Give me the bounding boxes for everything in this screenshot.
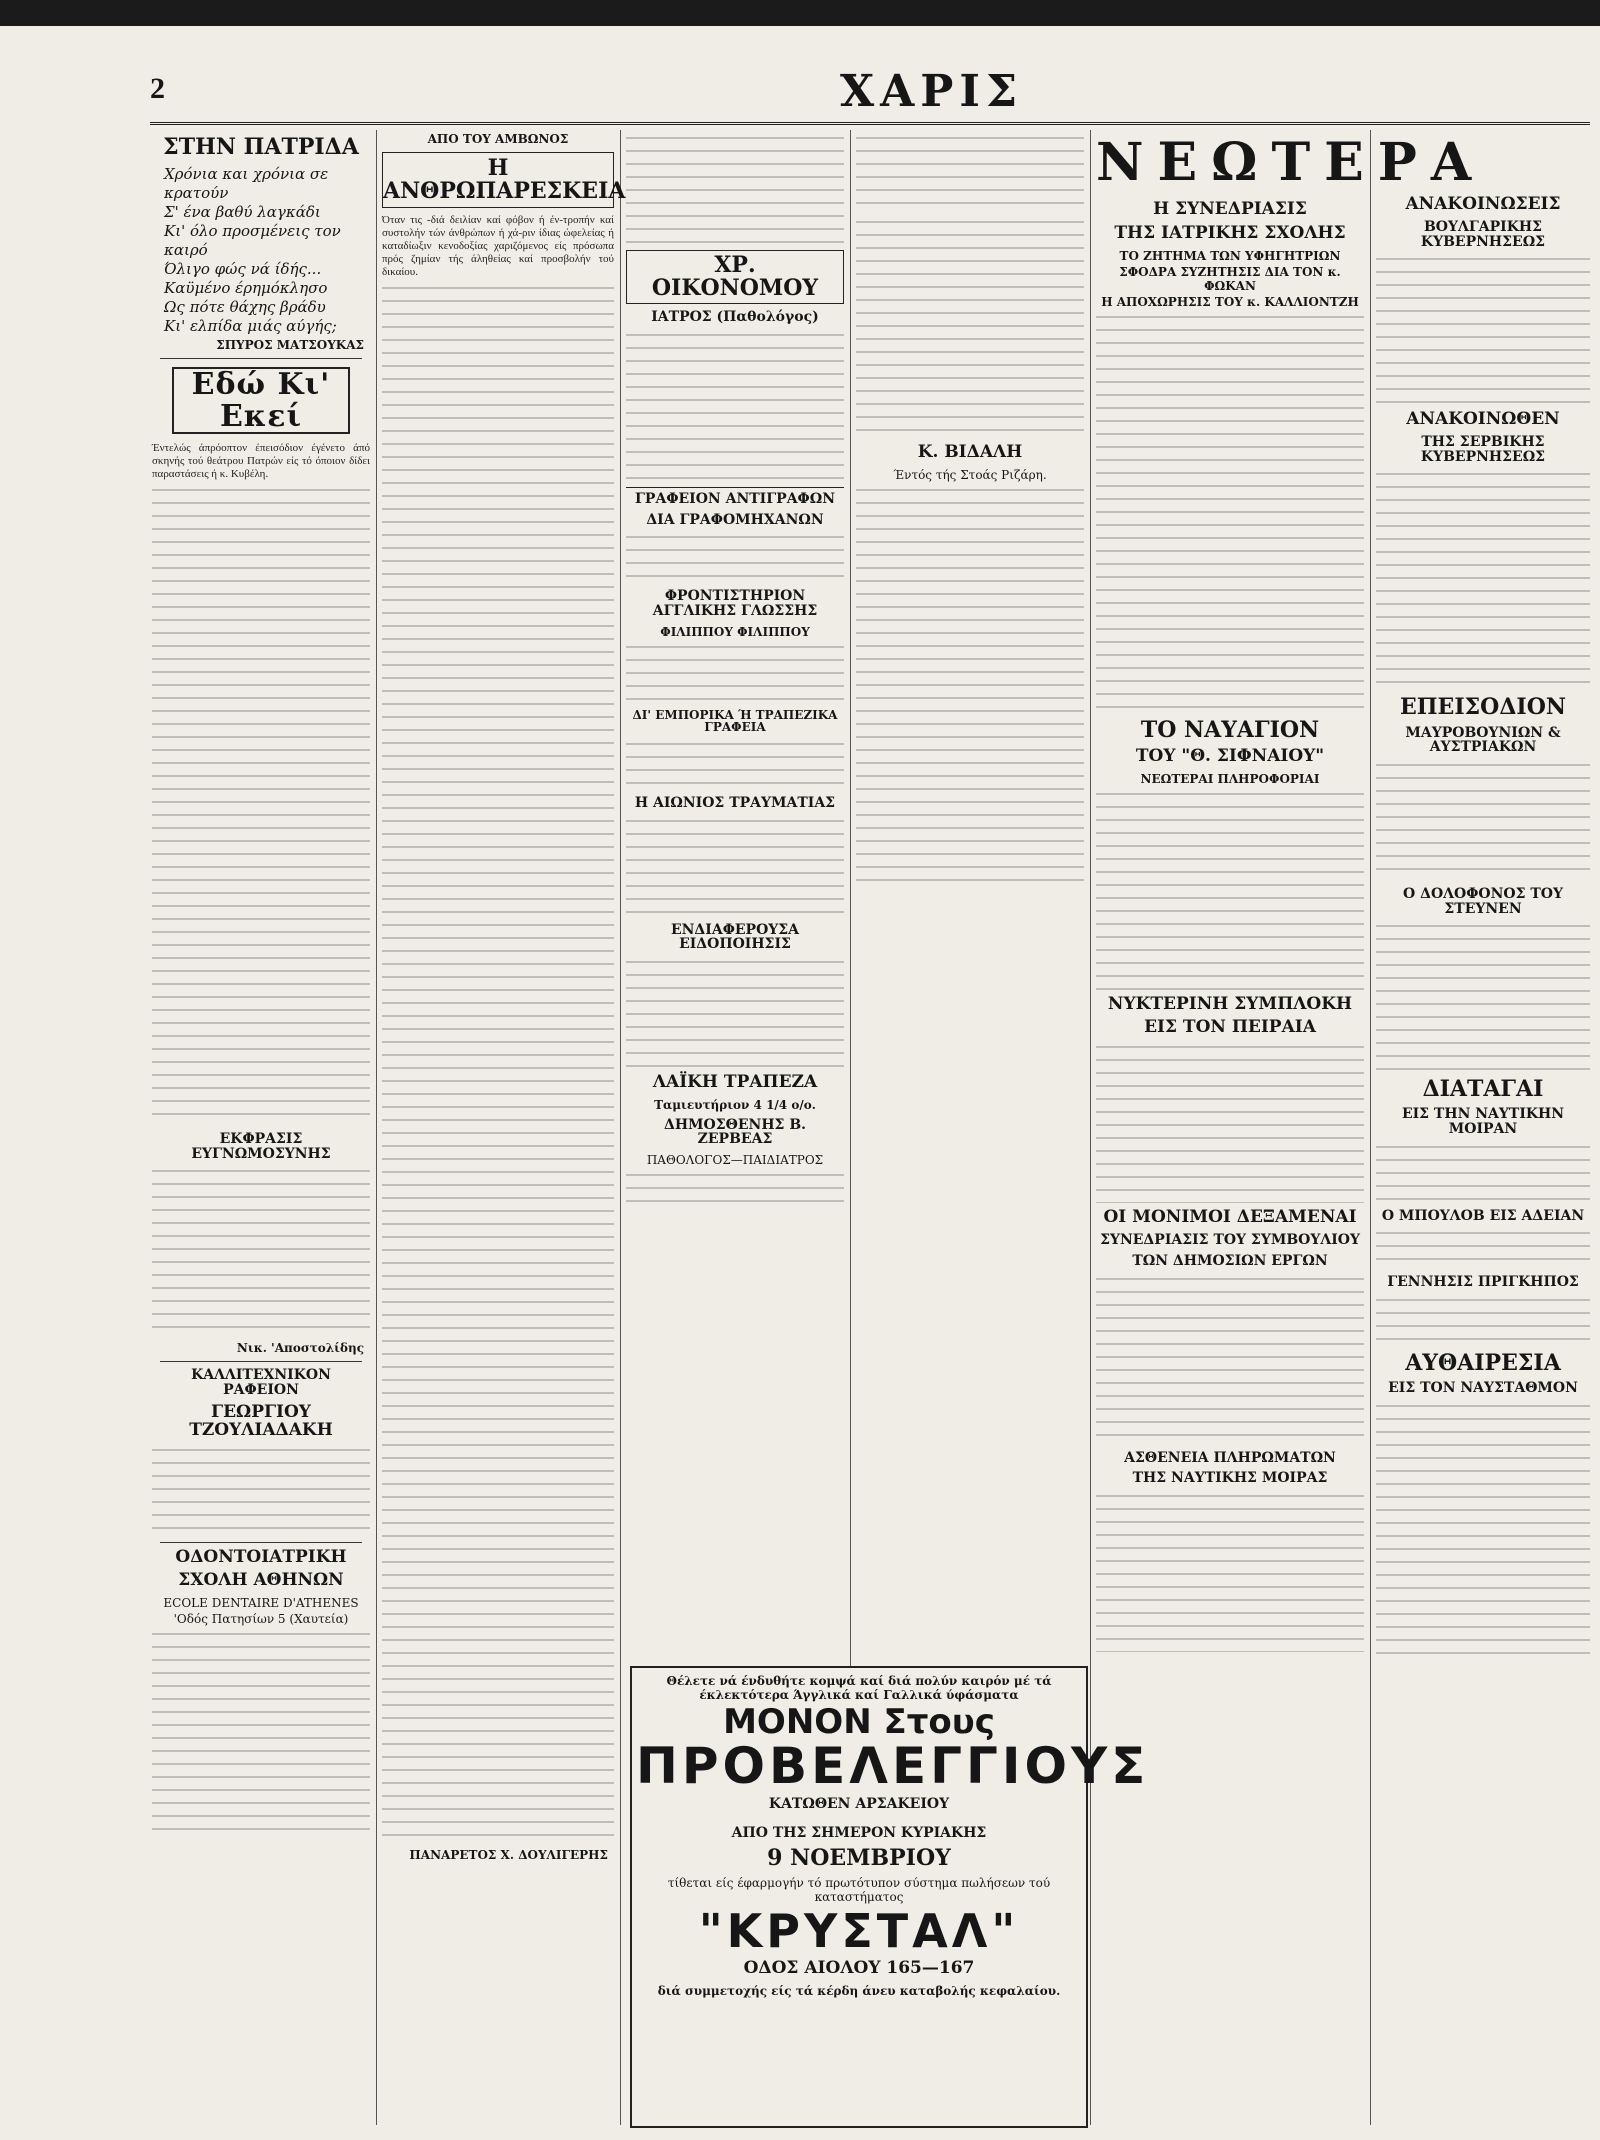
heading-dolofonos: Ο ΔΟΛΟΦΟΝΟΣ ΤΟΥ ΣΤΕΥΝΕΝ xyxy=(1403,885,1563,917)
text-body-illegible xyxy=(1096,1275,1364,1445)
ad-provelengious: ΠΡΟΒΕΛΕΓΓΙΟΥΣ xyxy=(636,1737,1150,1796)
heading-grafeion: ΓΡΑΦΕΙΟΝ ΑΝΤΙΓΡΑΦΩΝ xyxy=(626,487,844,507)
zerveas-specialty: ΠΑΘΟΛΟΓΟΣ—ΠΑΙΔΙΑΤΡΟΣ xyxy=(646,1153,824,1168)
text-body-illegible xyxy=(626,958,844,1068)
divider xyxy=(160,1542,362,1543)
heading-peiraia: ΕΙΣ ΤΟΝ ΠΕΙΡΑΙΑ xyxy=(1144,1017,1316,1038)
subheading-neoterai: ΝΕΩΤΕΡΑΙ ΠΛΗΡΟΦΟΡΙΑΙ xyxy=(1140,771,1320,786)
poem xyxy=(164,165,370,336)
article-paragraph: Όταν τις -διά δειλίαν καί φόβον ή έν-τροπήν καί συστολήν τών άνθρώπων ή χά-ριν ίδιας ώφελείας ή καταδίωξιν κενοδοξίας χαριζόμενος είς πρόσωπα πρός ζημίαν τής άληθείας καί προσβολήν τού δικαίου. xyxy=(382,214,614,279)
text-body-illegible xyxy=(856,486,1084,886)
poem-line: Όλιγο φώς νά ίδής... xyxy=(164,260,322,279)
heading-mpoulov: Ο ΜΠΟΥΛΟΒ ΕΙΣ ΑΔΕΙΑΝ xyxy=(1381,1207,1585,1224)
poem-line: Χρόνια και χρόνια σε κρατούν xyxy=(164,165,329,203)
text-body-illegible xyxy=(626,533,844,583)
text-body-illegible xyxy=(626,331,844,481)
heading-nykterini: ΝΥΚΤΕΡΙΝΗ ΣΥΜΠΛΟΚΗ xyxy=(1107,993,1353,1014)
text-body-illegible xyxy=(1376,470,1590,690)
column-rule xyxy=(1090,130,1091,2125)
article-paragraph: Έντελώς άπρόοπτον έπεισόδιον έγένετο άπό σκηνής τού θεάτρου Πατρών είς τό όποιον δίδει παραστάσεις ή κ. Κυβέλη. xyxy=(152,442,370,481)
heading-laiki-trapeza: ΛΑΪΚΗ ΤΡΑΠΕΖΑ xyxy=(652,1071,818,1092)
heading-odontoiatriki: ΟΔΟΝΤΟΙΑΤΡΙΚΗ xyxy=(175,1546,347,1567)
column-2 xyxy=(382,130,626,2125)
text-body-illegible xyxy=(1376,761,1590,881)
heading-edo-kai-ekei: Εδώ Κι' Εκεί xyxy=(172,367,350,434)
ad-apo: ΑΠΟ ΤΗΣ ΣΗΜΕΡΟΝ ΚΥΡΙΑΚΗΣ xyxy=(731,1825,987,1842)
text-body-illegible xyxy=(626,643,844,703)
heading-nautikis-moiras: ΤΗΣ ΝΑΥΤΙΚΗΣ ΜΟΙΡΑΣ xyxy=(1132,1470,1328,1487)
text-body-illegible xyxy=(152,1167,370,1337)
heading-iatrikis-scholis: ΤΗΣ ΙΑΤΡΙΚΗΣ ΣΧΟΛΗΣ xyxy=(1114,222,1346,243)
ecole-label: ECOLE DENTAIRE D'ATHENES xyxy=(163,1596,359,1611)
subheading-sfodra: ΣΦΟΔΡΑ ΣΥΖΗΤΗΣΙΣ ΔΙΑ ΤΟΝ κ. ΦΩΚΑΝ xyxy=(1119,264,1341,293)
divider xyxy=(160,1361,362,1362)
heading-ekfrasis: ΕΚΦΡΑΣΙΣ ΕΥΓΝΩΜΟΣΥΝΗΣ xyxy=(191,1131,331,1162)
heading-mavrovounion: ΜΑΥΡΟΒΟΥΝΙΩΝ & ΑΥΣΤΡΙΑΚΩΝ xyxy=(1405,724,1561,756)
ad-monon: ΜΟΝΟΝ Στους xyxy=(723,1702,995,1742)
column-rule xyxy=(1370,130,1371,2125)
heading-servikis: ΤΗΣ ΣΕΡΒΙΚΗΣ ΚΥΒΕΡΝΗΣΕΩΣ xyxy=(1420,434,1546,465)
masthead-title: ΧΑΡΙΣ xyxy=(840,66,1024,117)
ad-odos: ΟΔΟΣ ΑΙΟΛΟΥ 165—167 xyxy=(743,1957,975,1978)
text-body-illegible xyxy=(626,740,844,790)
masthead-bar xyxy=(150,66,1590,125)
heading-patrida: ΣΤΗΝ ΠΑΤΡΙΔΑ xyxy=(163,134,359,160)
heading-voulgarikis: ΒΟΥΛΓΑΡΙΚΗΣ ΚΥΒΕΡΝΗΣΕΩΣ xyxy=(1420,218,1546,250)
ad-krystal: "ΚΡΥΣΤΑΛ" xyxy=(698,1903,1020,1958)
text-body-illegible xyxy=(152,486,370,1126)
text-body-illegible xyxy=(626,1171,844,1211)
heading-diatagai: ΔΙΑΤΑΓΑΙ xyxy=(1422,1076,1544,1103)
heading-neotera: ΝΕΩΤΕΡΑ xyxy=(1096,132,1486,193)
heading-epeisodion: ΕΠΕΙΣΟΔΙΟΝ xyxy=(1400,694,1566,721)
name-filippou: ΦΙΛΙΠΠΟΥ ΦΙΛΙΠΠΟΥ xyxy=(660,624,810,639)
heading-avthairesia: ΑΥΘΑΙΡΕΣΙΑ xyxy=(1405,1350,1561,1377)
heading-emporika: ΔΙ' ΕΜΠΟΡΙΚΑ Ή ΤΡΑΠΕΖΙΚΑ ΓΡΑΦΕΙΑ xyxy=(632,707,838,735)
column-rule xyxy=(620,130,621,2125)
heading-frontistirion: ΦΡΟΝΤΙΣΤΗΡΙΟΝ ΑΓΓΛΙΚΗΣ ΓΛΩΣΣΗΣ xyxy=(652,588,818,619)
heading-astheneia: ΑΣΘΕΝΕΙΑ ΠΛΗΡΩΜΑΤΩΝ xyxy=(1124,1449,1336,1466)
signature: ΠΑΝΑΡΕΤΟΣ Χ. ΔΟΥΛΙΓΕΡΗΣ xyxy=(409,1848,608,1863)
heading-naustathmon: ΕΙΣ ΤΟΝ ΝΑΥΣΤΑΘΜΟΝ xyxy=(1388,1380,1578,1397)
ad-provelengios xyxy=(630,1666,1150,2128)
ad-intro: Θέλετε νά ένδυθήτε κομψά καί διά πολύν καιρόν μέ τά έκλεκτότερα Άγγλικά καί Γαλλικά ύφάσματα xyxy=(666,1674,1052,1702)
text-body-illegible xyxy=(626,817,844,917)
vidali-address: Έντός τής Στοάς Ριζάρη. xyxy=(893,467,1047,482)
heading-grafomichanon: ΔΙΑ ΓΡΑΦΟΜΗΧΑΝΩΝ xyxy=(646,511,824,528)
heading-gennisis: ΓΕΝΝΗΣΙΣ ΠΡΙΓΚΗΠΟΣ xyxy=(1387,1274,1579,1291)
poem-line: Κι' ελπίδα μιάς αύγής; xyxy=(164,317,337,336)
heading-sifnaiou: ΤΟΥ "Θ. ΣΙΦΝΑΙΟΥ" xyxy=(1135,745,1325,766)
column-6 xyxy=(1376,190,1590,2125)
text-body-illegible xyxy=(1376,1143,1590,1203)
text-body-illegible xyxy=(1096,1043,1364,1203)
subheading-apochorisis: Η ΑΠΟΧΩΡΗΣΙΣ ΤΟΥ κ. ΚΑΛΛΙΟΝΤΖΗ xyxy=(1101,294,1359,309)
column-1 xyxy=(152,130,370,2125)
heading-anakoinoseis: ΑΝΑΚΟΙΝΩΣΕΙΣ xyxy=(1405,194,1561,214)
text-body-illegible xyxy=(626,134,844,244)
ad-date: 9 ΝΟΕΜΒΡΙΟΥ xyxy=(767,1844,951,1871)
poem-line: Ως πότε θάχης βράδυ xyxy=(164,298,326,317)
poem-line: Σ' ένα βαθύ λαγκάδι xyxy=(164,203,321,222)
label-iatros: ΙΑΤΡΟΣ (Παθολόγος) xyxy=(651,309,819,326)
heading-synedriasis-symvouliou: ΣΥΝΕΔΡΙΑΣΙΣ ΤΟΥ ΣΥΜΒΟΥΛΙΟΥ xyxy=(1100,1232,1360,1249)
text-body-illegible xyxy=(1376,255,1590,405)
text-body-illegible xyxy=(1376,922,1590,1072)
heading-monimoi: ΟΙ ΜΟΝΙΜΟΙ ΔΕΞΑΜΕΝΑΙ xyxy=(1103,1207,1357,1228)
text-body-illegible xyxy=(856,218,1084,438)
ad-footer: διά συμμετοχής είς τά κέρδη άνευ καταβολής κεφαλαίου. xyxy=(657,1983,1061,1998)
text-body-illegible xyxy=(152,1446,370,1536)
text-body-illegible xyxy=(1376,1296,1590,1346)
heading-zerveas: ΔΗΜΟΣΘΕΝΗΣ Β. ΖΕΡΒΕΑΣ xyxy=(663,1116,807,1148)
text-body-illegible xyxy=(1096,1492,1364,1652)
heading-vidali: Κ. ΒΙΔΑΛΗ xyxy=(917,442,1023,462)
heading-anakoinothen: ΑΝΑΚΟΙΝΩΘΕΝ xyxy=(1406,409,1560,430)
heading-traumatias: Η ΑΙΩΝΙΟΣ ΤΡΑΥΜΑΤΙΑΣ xyxy=(634,794,836,811)
subheading-zitima: ΤΟ ΖΗΤΗΜΑ ΤΩΝ ΥΦΗΓΗΤΡΙΩΝ xyxy=(1119,248,1341,263)
ad-efarmogi: τίθεται είς έφαρμογήν τό πρωτότυπον σύστημα πωλήσεων τού καταστήματος xyxy=(667,1875,1051,1904)
heading-nautikin-moiran: ΕΙΣ ΤΗΝ ΝΑΥΤΙΚΗΝ ΜΟΙΡΑΝ xyxy=(1401,1106,1565,1138)
signature: Νικ. 'Αποστολίδης xyxy=(236,1341,364,1356)
heading-synedriasis: Η ΣΥΝΕΔΡΙΑΣΙΣ xyxy=(1153,199,1307,219)
ad-katothen: ΚΑΤΩΘΕΝ ΑΡΣΑΚΕΙΟΥ xyxy=(768,1796,950,1813)
tamieftirion: Ταμιευτήριον 4 1/4 ο/ο. xyxy=(654,1097,816,1112)
text-body-illegible xyxy=(152,1630,370,1830)
heading-anthroparesk: Η ΑΝΘΡΩΠΑΡΕΣΚΕΙΑ xyxy=(382,152,614,208)
column-rule xyxy=(376,130,377,2125)
poem-author: ΣΠΥΡΟΣ ΜΑΤΣΟΥΚΑΣ xyxy=(216,338,364,353)
text-body-illegible xyxy=(856,134,1084,214)
text-body-illegible xyxy=(382,284,614,1844)
address: 'Οδός Πατησίων 5 (Χαυτεία) xyxy=(173,1612,349,1627)
text-body-illegible xyxy=(1096,313,1364,713)
heading-nauagion: ΤΟ ΝΑΥΑΓΙΟΝ xyxy=(1140,716,1320,743)
text-body-illegible xyxy=(1376,1229,1590,1269)
heading-oikonomou: ΧΡ. ΟΙΚΟΝΟΜΟΥ xyxy=(626,250,844,304)
text-body-illegible xyxy=(1096,790,1364,990)
heading-dimosion-ergon: ΤΩΝ ΔΗΜΟΣΙΩΝ ΕΡΓΩΝ xyxy=(1132,1252,1328,1269)
page-number: 2 xyxy=(150,72,165,105)
kicker: ΑΠΟ ΤΟΥ ΑΜΒΩΝΟΣ xyxy=(427,132,569,146)
heading-tzouliadaki: ΓΕΩΡΓΙΟΥ ΤΖΟΥΛΙΑΔΑΚΗ xyxy=(189,1401,333,1440)
heading-kallitechnikon: ΚΑΛΛΙΤΕΧΝΙΚΟΝ ΡΑΦΕΙΟΝ xyxy=(191,1367,331,1399)
poem-line: Καϋμένο έρημόκλησο xyxy=(164,279,328,298)
heading-endiaferousa: ΕΝΔΙΑΦΕΡΟΥΣΑ ΕΙΔΟΠΟΙΗΣΙΣ xyxy=(670,921,800,953)
text-body-illegible xyxy=(1376,1402,1590,1662)
divider xyxy=(160,358,362,359)
heading-scholi-athinon: ΣΧΟΛΗ ΑΘΗΝΩΝ xyxy=(178,1570,344,1591)
poem-line: Κι' όλο προσμένεις τον καιρό xyxy=(164,222,341,260)
top-scan-band xyxy=(0,0,1600,26)
